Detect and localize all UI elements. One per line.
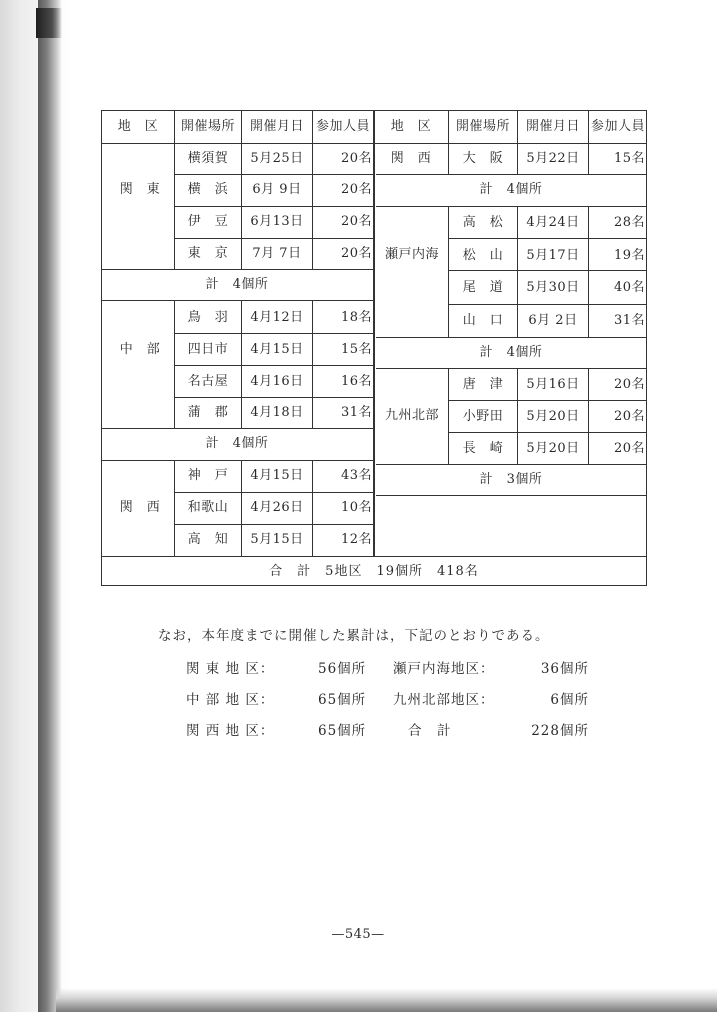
rule	[101, 428, 374, 429]
grand-total-row: 合 計 5地区 19個所 418名	[269, 564, 479, 579]
rule	[448, 206, 449, 337]
grand-total-rule	[101, 556, 647, 557]
rule	[376, 464, 647, 465]
place-cell: 小野田	[462, 409, 504, 424]
rule	[376, 337, 647, 338]
rule	[448, 270, 647, 271]
rule	[448, 304, 647, 305]
page-bottom-shadow	[56, 988, 717, 1012]
date-cell: 7月 7日	[252, 246, 302, 261]
rule	[588, 368, 589, 464]
rule	[241, 460, 242, 556]
rule	[448, 110, 449, 174]
date-cell: 5月30日	[526, 280, 580, 295]
date-cell: 4月16日	[250, 374, 304, 389]
rule	[174, 365, 374, 366]
rule	[174, 238, 374, 239]
place-cell: 尾 道	[462, 280, 504, 295]
place-cell: 松 山	[462, 248, 504, 263]
cumulative-value: 56個所	[318, 661, 367, 677]
place-cell: 唐 津	[462, 377, 504, 392]
place-cell: 長 崎	[462, 441, 504, 456]
date-cell: 6月 2日	[528, 313, 578, 328]
date-cell: 5月25日	[250, 151, 304, 166]
header-place: 開催場所	[180, 119, 236, 134]
place-cell: 高 知	[187, 532, 229, 547]
rule	[376, 206, 647, 207]
region-label: 中 部	[119, 342, 161, 357]
header-date: 開催月日	[249, 119, 305, 134]
rule	[517, 206, 518, 337]
place-cell: 伊 豆	[187, 214, 229, 229]
rule	[588, 206, 589, 337]
note-text: なお，本年度までに開催した累計は，下記のとおりである。	[158, 628, 550, 644]
rule	[174, 492, 374, 493]
date-cell: 4月26日	[250, 500, 304, 515]
rule	[588, 110, 589, 174]
count-cell: 20名	[613, 441, 645, 456]
rule	[101, 269, 374, 270]
region-label: 関 西	[390, 151, 432, 166]
count-cell: 40名	[613, 280, 645, 295]
page-number: —545—	[331, 927, 385, 942]
count-cell: 31名	[613, 313, 645, 328]
subtotal-row: 計 3個所	[479, 472, 543, 487]
rule	[174, 300, 175, 428]
rule	[174, 333, 374, 334]
date-cell: 5月22日	[526, 151, 580, 166]
rule	[517, 110, 518, 174]
header-region: 地 区	[390, 119, 432, 134]
place-cell: 高 松	[462, 215, 504, 230]
place-cell: 四日市	[187, 342, 229, 357]
header-count: 参加人員	[590, 119, 646, 134]
rule	[312, 300, 313, 428]
cumulative-value: 65個所	[318, 723, 367, 739]
rule	[448, 368, 449, 464]
date-cell: 4月12日	[250, 310, 304, 325]
place-cell: 山 口	[462, 313, 504, 328]
subtotal-row: 計 4個所	[205, 436, 269, 451]
place-cell: 大 阪	[462, 151, 504, 166]
count-cell: 10名	[340, 500, 372, 515]
place-cell: 東 京	[187, 246, 229, 261]
rule	[174, 174, 374, 175]
rule	[312, 110, 313, 269]
rule	[174, 110, 175, 269]
place-cell: 蒲 郡	[187, 405, 229, 420]
cumulative-label: 瀬戸内海地区：	[393, 661, 495, 677]
header-region: 地 区	[117, 119, 159, 134]
place-cell: 名古屋	[187, 374, 229, 389]
rule	[448, 400, 647, 401]
rule	[101, 460, 374, 461]
binding-top-shadow	[36, 8, 62, 38]
header-count: 参加人員	[315, 119, 371, 134]
count-cell: 20名	[613, 377, 645, 392]
date-cell: 5月17日	[526, 248, 580, 263]
place-cell: 神 戸	[187, 468, 229, 483]
count-cell: 20名	[340, 182, 372, 197]
count-cell: 43名	[340, 468, 372, 483]
region-label: 関 西	[119, 500, 161, 515]
date-cell: 5月16日	[526, 377, 580, 392]
date-cell: 6月 9日	[252, 182, 302, 197]
region-label: 関 東	[119, 182, 161, 197]
cumulative-value: 65個所	[318, 692, 367, 708]
count-cell: 19名	[613, 248, 645, 263]
date-cell: 5月15日	[250, 532, 304, 547]
count-cell: 18名	[340, 310, 372, 325]
rule	[241, 110, 242, 269]
subtotal-row: 計 4個所	[205, 277, 269, 292]
place-cell: 横 浜	[187, 182, 229, 197]
rule	[174, 524, 374, 525]
book-binding-shadow	[38, 0, 62, 1012]
cumulative-value: 36個所	[540, 661, 589, 677]
rule	[376, 495, 647, 496]
cumulative-value: 228個所	[531, 723, 589, 739]
date-cell: 6月13日	[250, 214, 304, 229]
place-cell: 鳥 羽	[187, 310, 229, 325]
count-cell: 20名	[340, 151, 372, 166]
rule	[376, 368, 647, 369]
count-cell: 20名	[340, 246, 372, 261]
rule	[101, 300, 374, 301]
place-cell: 和歌山	[187, 500, 229, 515]
count-cell: 15名	[613, 151, 645, 166]
date-cell: 5月20日	[526, 441, 580, 456]
cumulative-label: 合 計	[408, 723, 452, 739]
count-cell: 31名	[340, 405, 372, 420]
date-cell: 4月15日	[250, 342, 304, 357]
count-cell: 20名	[613, 409, 645, 424]
region-label: 瀬戸内海	[384, 247, 440, 262]
rule	[174, 397, 374, 398]
cumulative-value: 6個所	[550, 692, 589, 708]
cumulative-label: 九州北部地区：	[393, 692, 495, 708]
count-cell: 20名	[340, 214, 372, 229]
rule	[174, 206, 374, 207]
count-cell: 16名	[340, 374, 372, 389]
subtotal-row: 計 4個所	[479, 345, 543, 360]
rule	[174, 460, 175, 556]
rule	[241, 300, 242, 428]
rule	[448, 238, 647, 239]
rule	[376, 174, 647, 175]
cumulative-label: 関 東 地 区：	[186, 661, 275, 677]
count-cell: 12名	[340, 532, 372, 547]
date-cell: 5月20日	[526, 409, 580, 424]
count-cell: 15名	[340, 342, 372, 357]
date-cell: 4月15日	[250, 468, 304, 483]
header-date: 開催月日	[525, 119, 581, 134]
region-label: 九州北部	[384, 408, 440, 423]
subtotal-row: 計 4個所	[479, 182, 543, 197]
cumulative-label: 中 部 地 区：	[186, 692, 275, 708]
date-cell: 4月24日	[526, 215, 580, 230]
rule	[517, 368, 518, 464]
date-cell: 4月18日	[250, 405, 304, 420]
header-place: 開催場所	[455, 119, 511, 134]
rule	[448, 432, 647, 433]
place-cell: 横須賀	[187, 151, 229, 166]
center-divider	[373, 110, 375, 556]
cumulative-label: 関 西 地 区：	[186, 723, 275, 739]
count-cell: 28名	[613, 215, 645, 230]
rule	[312, 460, 313, 556]
